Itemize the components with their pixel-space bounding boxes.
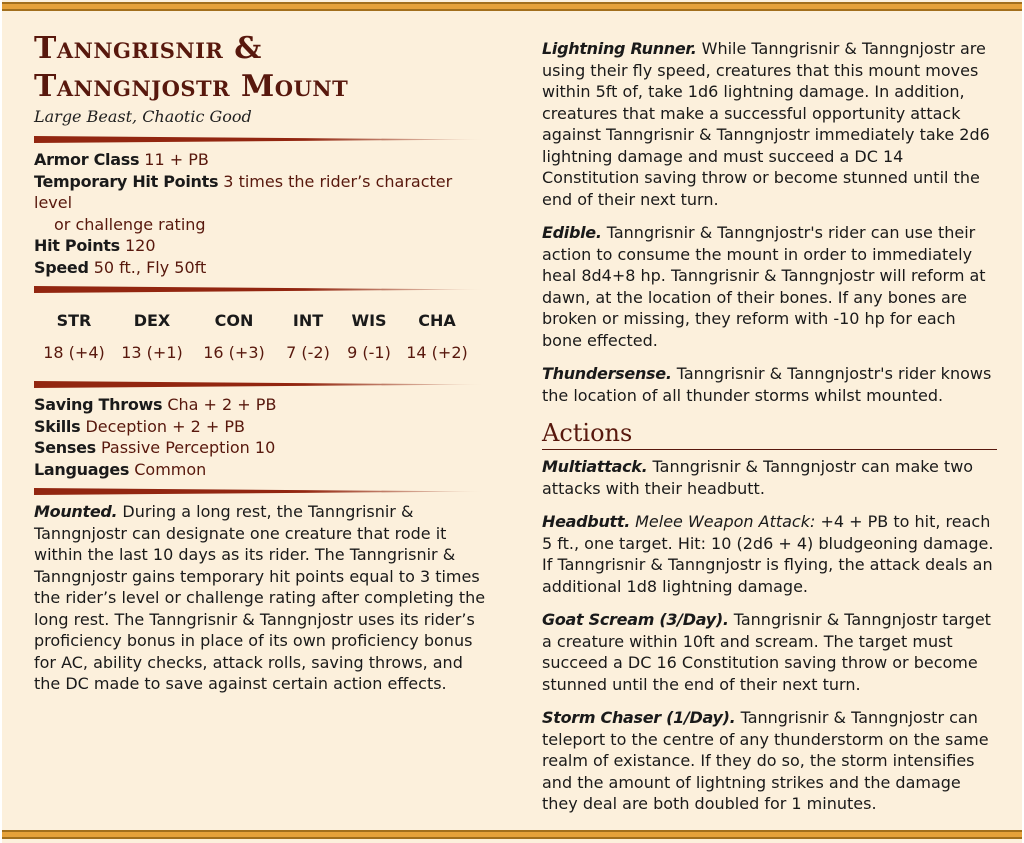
temp-hp-value-2: or challenge rating [54, 214, 206, 234]
trait-edible [542, 222, 997, 351]
temp-hp-label: Temporary Hit Points [34, 171, 219, 191]
left-column [34, 30, 488, 707]
hit-points-label: Hit Points [34, 236, 120, 255]
armor-class-value: 11 + PB [144, 150, 209, 169]
bottom-border-bar [2, 830, 1022, 839]
divider-rule [34, 488, 486, 495]
trait-text: Tanngrisnir & Tanngnjostr's rider knows the location of all thunder storms whilst mounted. [542, 364, 992, 405]
action-name: Goat Scream (3/Day). [542, 610, 729, 629]
trait-thundersense [542, 363, 997, 406]
trait-name: Thundersense. [542, 364, 672, 383]
ability-score: 9 (-1) [347, 343, 391, 362]
action-text: +4 + PB to hit, reach 5 ft., one target. Hit: 10 (2d6 + 4) bludgeoning damage. If Tanngrisnir & Tanngnjostr is flying, the attack deals an additional 1d8 lightning damage. [542, 512, 994, 596]
actions-heading: Actions [542, 418, 997, 450]
action-headbutt [542, 511, 997, 597]
stat-block-page [2, 0, 1022, 843]
ability-score: 16 (+3) [203, 343, 265, 362]
senses-label: Senses [34, 438, 96, 457]
action-multiattack [542, 456, 997, 499]
ability-header: INT [292, 311, 324, 330]
ability-header: CHA [418, 311, 456, 330]
speed-label: Speed [34, 257, 89, 277]
trait-name: Lightning Runner. [542, 39, 697, 58]
ability-score: 18 (+4) [43, 343, 105, 362]
saving-throws-value: Cha + 2 + PB [167, 395, 277, 414]
action-storm-chaser [542, 707, 997, 815]
ability-score: 7 (-2) [286, 343, 330, 362]
senses-value: Passive Perception 10 [100, 438, 276, 457]
saving-throws [34, 394, 488, 416]
hit-points-value: 120 [124, 236, 156, 255]
speed [34, 257, 488, 279]
senses [34, 437, 488, 459]
skills-value: Deception + 2 + PB [85, 416, 246, 436]
trait-text: During a long rest, the Tanngrisnir & Tanngnjostr can designate one creature that rode it within the last 10 days as its rider. The Tanngrisnir & Tanngnjostr gains temporary hit points equal to 3 times the rider’s level or challenge rating after completing the long rest. The Tanngrisnir & Tanngnjostr uses its rider’s proficiency bonus in place of its own proficiency bonus for AC, ability checks, attack rolls, saving throws, and the DC made to save against certain action effects. [34, 502, 486, 693]
divider-rule [34, 381, 486, 388]
action-text: Tanngrisnir & Tanngnjostr target a creature within 10ft and scream. The target must succeed a DC 16 Constitution saving throw or become stunned until the end of their next turn. [542, 610, 991, 694]
action-goat-scream [542, 609, 997, 695]
right-column [542, 38, 997, 827]
trait-text: While Tanngrisnir & Tanngnjostr are using their fly speed, creatures that this mount moves within 5ft of, take 1d6 lightning damage. In addition, creatures that make a successful opportunity attack against Tanngrisnir & Tanngnjostr immediately take 2d6 lightning damage and must succeed a DC 14 Constitution saving throw or become stunned until the end of their next turn. [542, 39, 990, 209]
ability-scores-table [38, 299, 498, 373]
ability-score: 13 (+1) [121, 343, 183, 362]
monster-title [34, 30, 488, 106]
action-name: Storm Chaser (1/Day). [542, 708, 736, 727]
title-line-1: Tanngrisnir & [34, 31, 262, 66]
ability-header: STR [56, 311, 92, 330]
action-text: Tanngrisnir & Tanngnjostr can teleport to the centre of any thunderstorm on the same realm of existance. If they do so, the storm intensifies and the amount of lightning strikes and the damage they deal are both doubled for 1 minutes. [542, 708, 989, 813]
armor-class-label: Armor Class [34, 150, 140, 169]
languages [34, 459, 488, 481]
top-border-bar [2, 2, 1022, 11]
divider-rule [34, 286, 486, 293]
speed-value: 50 ft., Fly 50ft [93, 257, 207, 277]
ability-header: WIS [351, 311, 387, 330]
trait-text: Tanngrisnir & Tanngnjostr's rider can use their action to consume the mount in order to immediately heal 8d4+8 hp. Tanngrisnir & Tanngnjostr will reform at dawn, at the location of their bones. If any bones are broken or missing, they reform with -10 hp for each bone effected. [542, 223, 986, 350]
action-text: Tanngrisnir & Tanngnjostr can make two attacks with their headbutt. [542, 457, 974, 498]
trait-name: Mounted. [34, 502, 118, 521]
skills [34, 416, 488, 438]
languages-label: Languages [34, 459, 130, 479]
trait-lightning-runner [542, 38, 997, 210]
attack-type: Melee Weapon Attack: [635, 512, 816, 531]
action-name: Headbutt. [542, 512, 631, 531]
armor-class [34, 149, 488, 171]
title-line-2: Tanngnjostr Mount [34, 69, 349, 104]
ability-score: 14 (+2) [406, 343, 468, 362]
ability-header: CON [214, 311, 254, 330]
skills-label: Skills [34, 416, 81, 436]
saving-throws-label: Saving Throws [34, 395, 163, 414]
temporary-hit-points [34, 171, 488, 236]
ability-header: DEX [133, 311, 171, 330]
divider-rule [34, 136, 486, 143]
trait-name: Edible. [542, 223, 602, 242]
languages-value: Common [134, 459, 207, 479]
action-name: Multiattack. [542, 457, 648, 476]
temp-hp-value-1: 3 times the rider’s character level [34, 171, 453, 212]
monster-type: Large Beast, Chaotic Good [34, 107, 252, 126]
hit-points [34, 235, 488, 257]
trait-mounted [34, 501, 488, 695]
